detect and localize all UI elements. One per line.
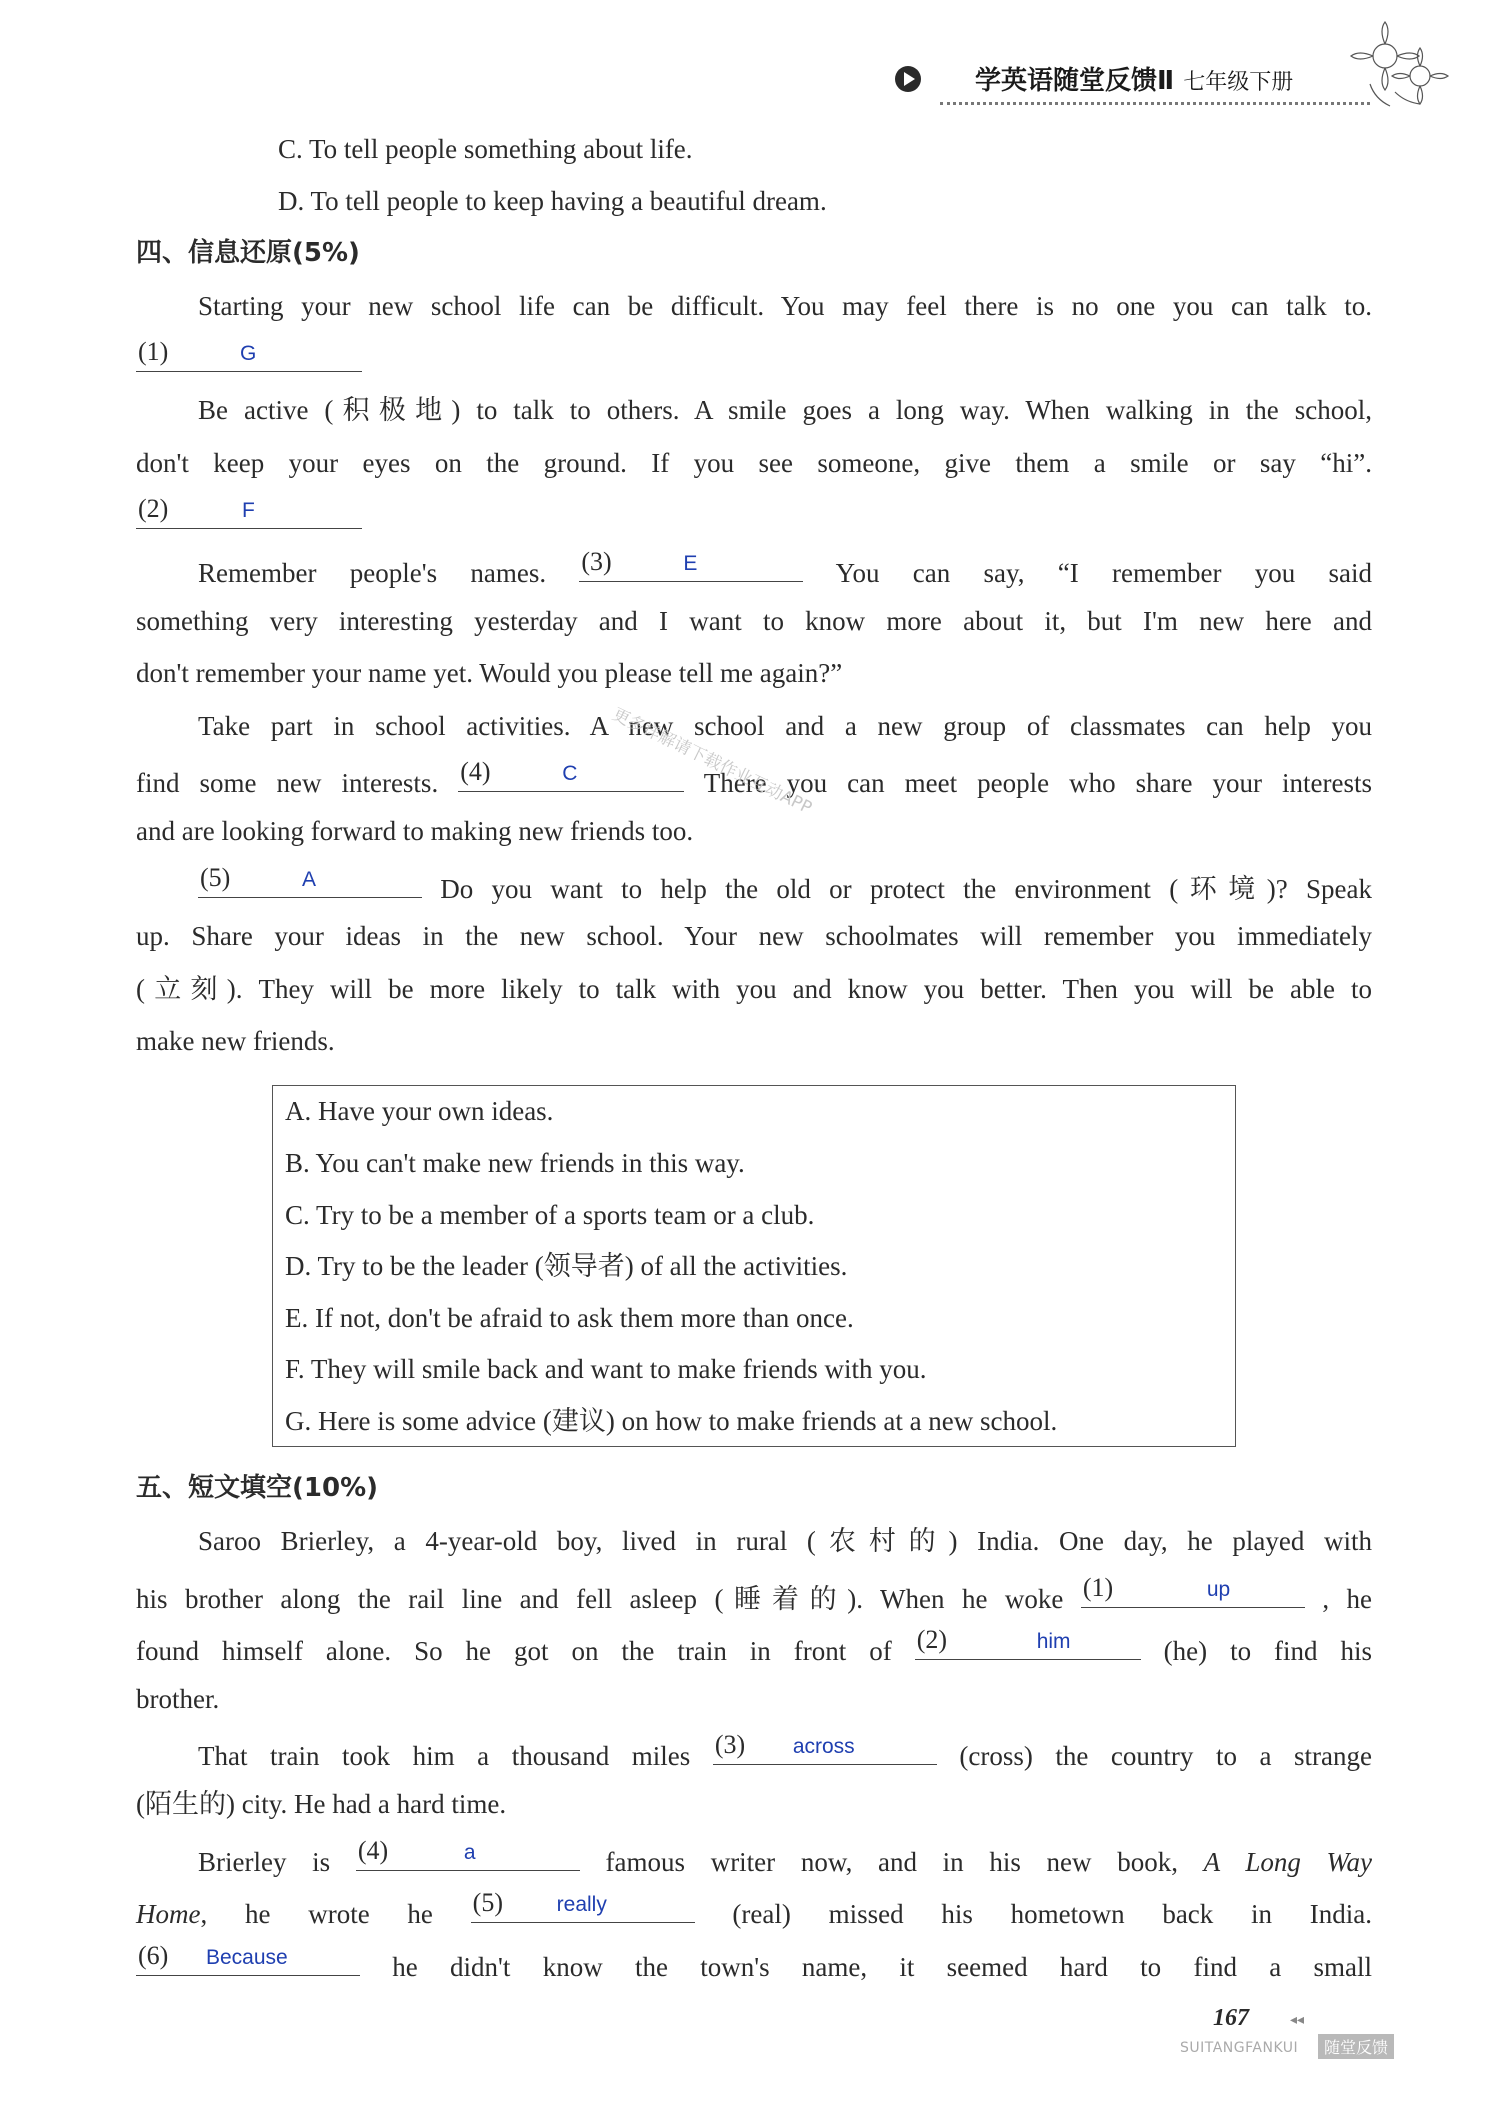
s4-paragraph-1: Starting your new school life can be difficult. You may feel there is no one you can talk to. (198, 291, 1372, 321)
play-icon (893, 64, 923, 99)
option-c: C. To tell people something about life. (278, 134, 693, 164)
s5-paragraph-2-line-2: (陌生的) city. He had a hard time. (136, 1789, 507, 1819)
s4-option-a: A. Have your own ideas. (285, 1096, 554, 1126)
page-number: 167 (1213, 2005, 1249, 2031)
header-dotted-rule (940, 102, 1370, 105)
s4-blank-1-line (136, 337, 362, 380)
option-d: D. To tell people to keep having a beautiful dream. (278, 186, 827, 216)
s4-answer-4: C (562, 762, 578, 785)
s4-paragraph-4-line-2: find some new interests. (4) C There you can meet people who share your interests (136, 757, 1373, 798)
s5-paragraph-2-line-1: That train took him a thousand miles (3) across (cross) the country to a strange (198, 1730, 1373, 1771)
book-title-italic-1: A Long Way (1203, 1847, 1373, 1877)
s5-blank-4[interactable]: (4) a (356, 1840, 580, 1871)
s4-paragraph-3-line-1: Remember people's names. (3) E You can say, “I remember you said (198, 547, 1372, 588)
s5-blank-1[interactable]: (1) up (1081, 1577, 1305, 1608)
s4-paragraph-3-line-2: something very interesting yesterday and I want to know more about it, but I'm new here and (136, 606, 1372, 636)
double-arrow-icon: ◂◂ (1290, 2013, 1305, 2028)
s4-blank-4[interactable]: (4) C (458, 761, 684, 792)
s4-blank-2[interactable]: (2) F (136, 498, 362, 529)
sunflower-decoration-icon (1340, 14, 1460, 129)
footer-brand: SUITANGFANKUI (1180, 2040, 1299, 2056)
s4-paragraph-5-line-3: (立刻). They will be more likely to talk with you and know you better. Then you will be able to (136, 974, 1372, 1004)
s4-paragraph-2-line-1: Be active (积极地) to talk to others. A smile goes a long way. When walking in the school, (198, 395, 1372, 425)
s5-answer-2: him (1036, 1630, 1071, 1653)
s5-paragraph-1-line-1: Saroo Brierley, a 4-year-old boy, lived in rural (农村的) India. One day, he played with (198, 1526, 1372, 1556)
book-title-italic-2: Home (136, 1899, 201, 1929)
s4-answer-2: F (242, 499, 255, 522)
s4-answer-5: A (302, 868, 317, 891)
s5-blank-6[interactable]: (6) Because (136, 1945, 360, 1976)
s5-paragraph-3-line-3: (6) Because he didn't know the town's name, it seemed hard to find a small (138, 1941, 1372, 1982)
s5-blank-3[interactable]: (3) across (713, 1734, 937, 1765)
s4-answer-1: G (240, 342, 257, 365)
s5-answer-4: a (463, 1841, 476, 1864)
footer-badge: 随堂反馈 (1318, 2034, 1394, 2059)
s5-paragraph-1-line-2: his brother along the rail line and fell asleep (睡着的). When he woke (1) up , he (136, 1573, 1373, 1614)
s5-blank-2[interactable]: (2) him (915, 1629, 1141, 1660)
s5-answer-6: Because (206, 1946, 288, 1969)
s4-answer-3: E (683, 552, 698, 575)
s4-paragraph-4-line-1: Take part in school activities. A new school and a new group of classmates can help you (198, 711, 1372, 741)
s5-blank-5[interactable]: (5) really (471, 1892, 695, 1923)
s4-paragraph-5-line-2: up. Share your ideas in the new school. Your new schoolmates will remember you immediately (136, 921, 1372, 951)
book-title: 学英语随堂反馈Ⅱ 七年级下册 (975, 66, 1294, 96)
s5-answer-3: across (792, 1735, 855, 1758)
watermark: 更多详解请下载作业互动APP (609, 704, 815, 819)
s5-answer-1: up (1206, 1578, 1231, 1601)
s4-paragraph-5-line-1: (5) A Do you want to help the old or protect the environment (环境)? Speak (200, 863, 1372, 904)
section-4-title: 四、信息还原(5%) (136, 238, 360, 268)
s5-paragraph-1-line-3: found himself alone. So he got on the train in front of (2) him (he) to find his (136, 1625, 1373, 1666)
s4-option-d: D. Try to be the leader (领导者) of all the activities. (285, 1251, 848, 1281)
section-5-title: 五、短文填空(10%) (136, 1473, 378, 1503)
s4-blank-3[interactable]: (3) E (579, 551, 803, 582)
s4-option-e: E. If not, don't be afraid to ask them more than once. (285, 1303, 854, 1333)
s4-option-f: F. They will smile back and want to make friends with you. (285, 1354, 927, 1384)
s4-paragraph-3-line-3: don't remember your name yet. Would you please tell me again?” (136, 658, 843, 688)
s4-paragraph-5-line-4: make new friends. (136, 1026, 335, 1056)
s4-paragraph-2-line-2: don't keep your eyes on the ground. If you see someone, give them a smile or say “hi”. (136, 448, 1372, 478)
s4-blank-2-line (136, 494, 362, 537)
s4-blank-5[interactable]: (5) A (198, 867, 422, 898)
s5-paragraph-3-line-1: Brierley is (4) a famous writer now, and in his new book, A Long Way (198, 1836, 1373, 1877)
s5-paragraph-3-line-2: Home, he wrote he (5) really (real) missed his hometown back in India. (136, 1888, 1372, 1929)
s5-answer-5: really (556, 1893, 607, 1916)
s4-option-c: C. Try to be a member of a sports team or a club. (285, 1200, 815, 1230)
s5-paragraph-1-line-4: brother. (136, 1684, 220, 1714)
s4-paragraph-4-line-3: and are looking forward to making new friends too. (136, 816, 694, 846)
s4-option-b: B. You can't make new friends in this way. (285, 1148, 745, 1178)
s4-options-box (272, 1085, 1236, 1447)
s4-blank-1[interactable]: (1) G (136, 341, 362, 372)
s4-option-g: G. Here is some advice (建议) on how to make friends at a new school. (285, 1406, 1058, 1436)
